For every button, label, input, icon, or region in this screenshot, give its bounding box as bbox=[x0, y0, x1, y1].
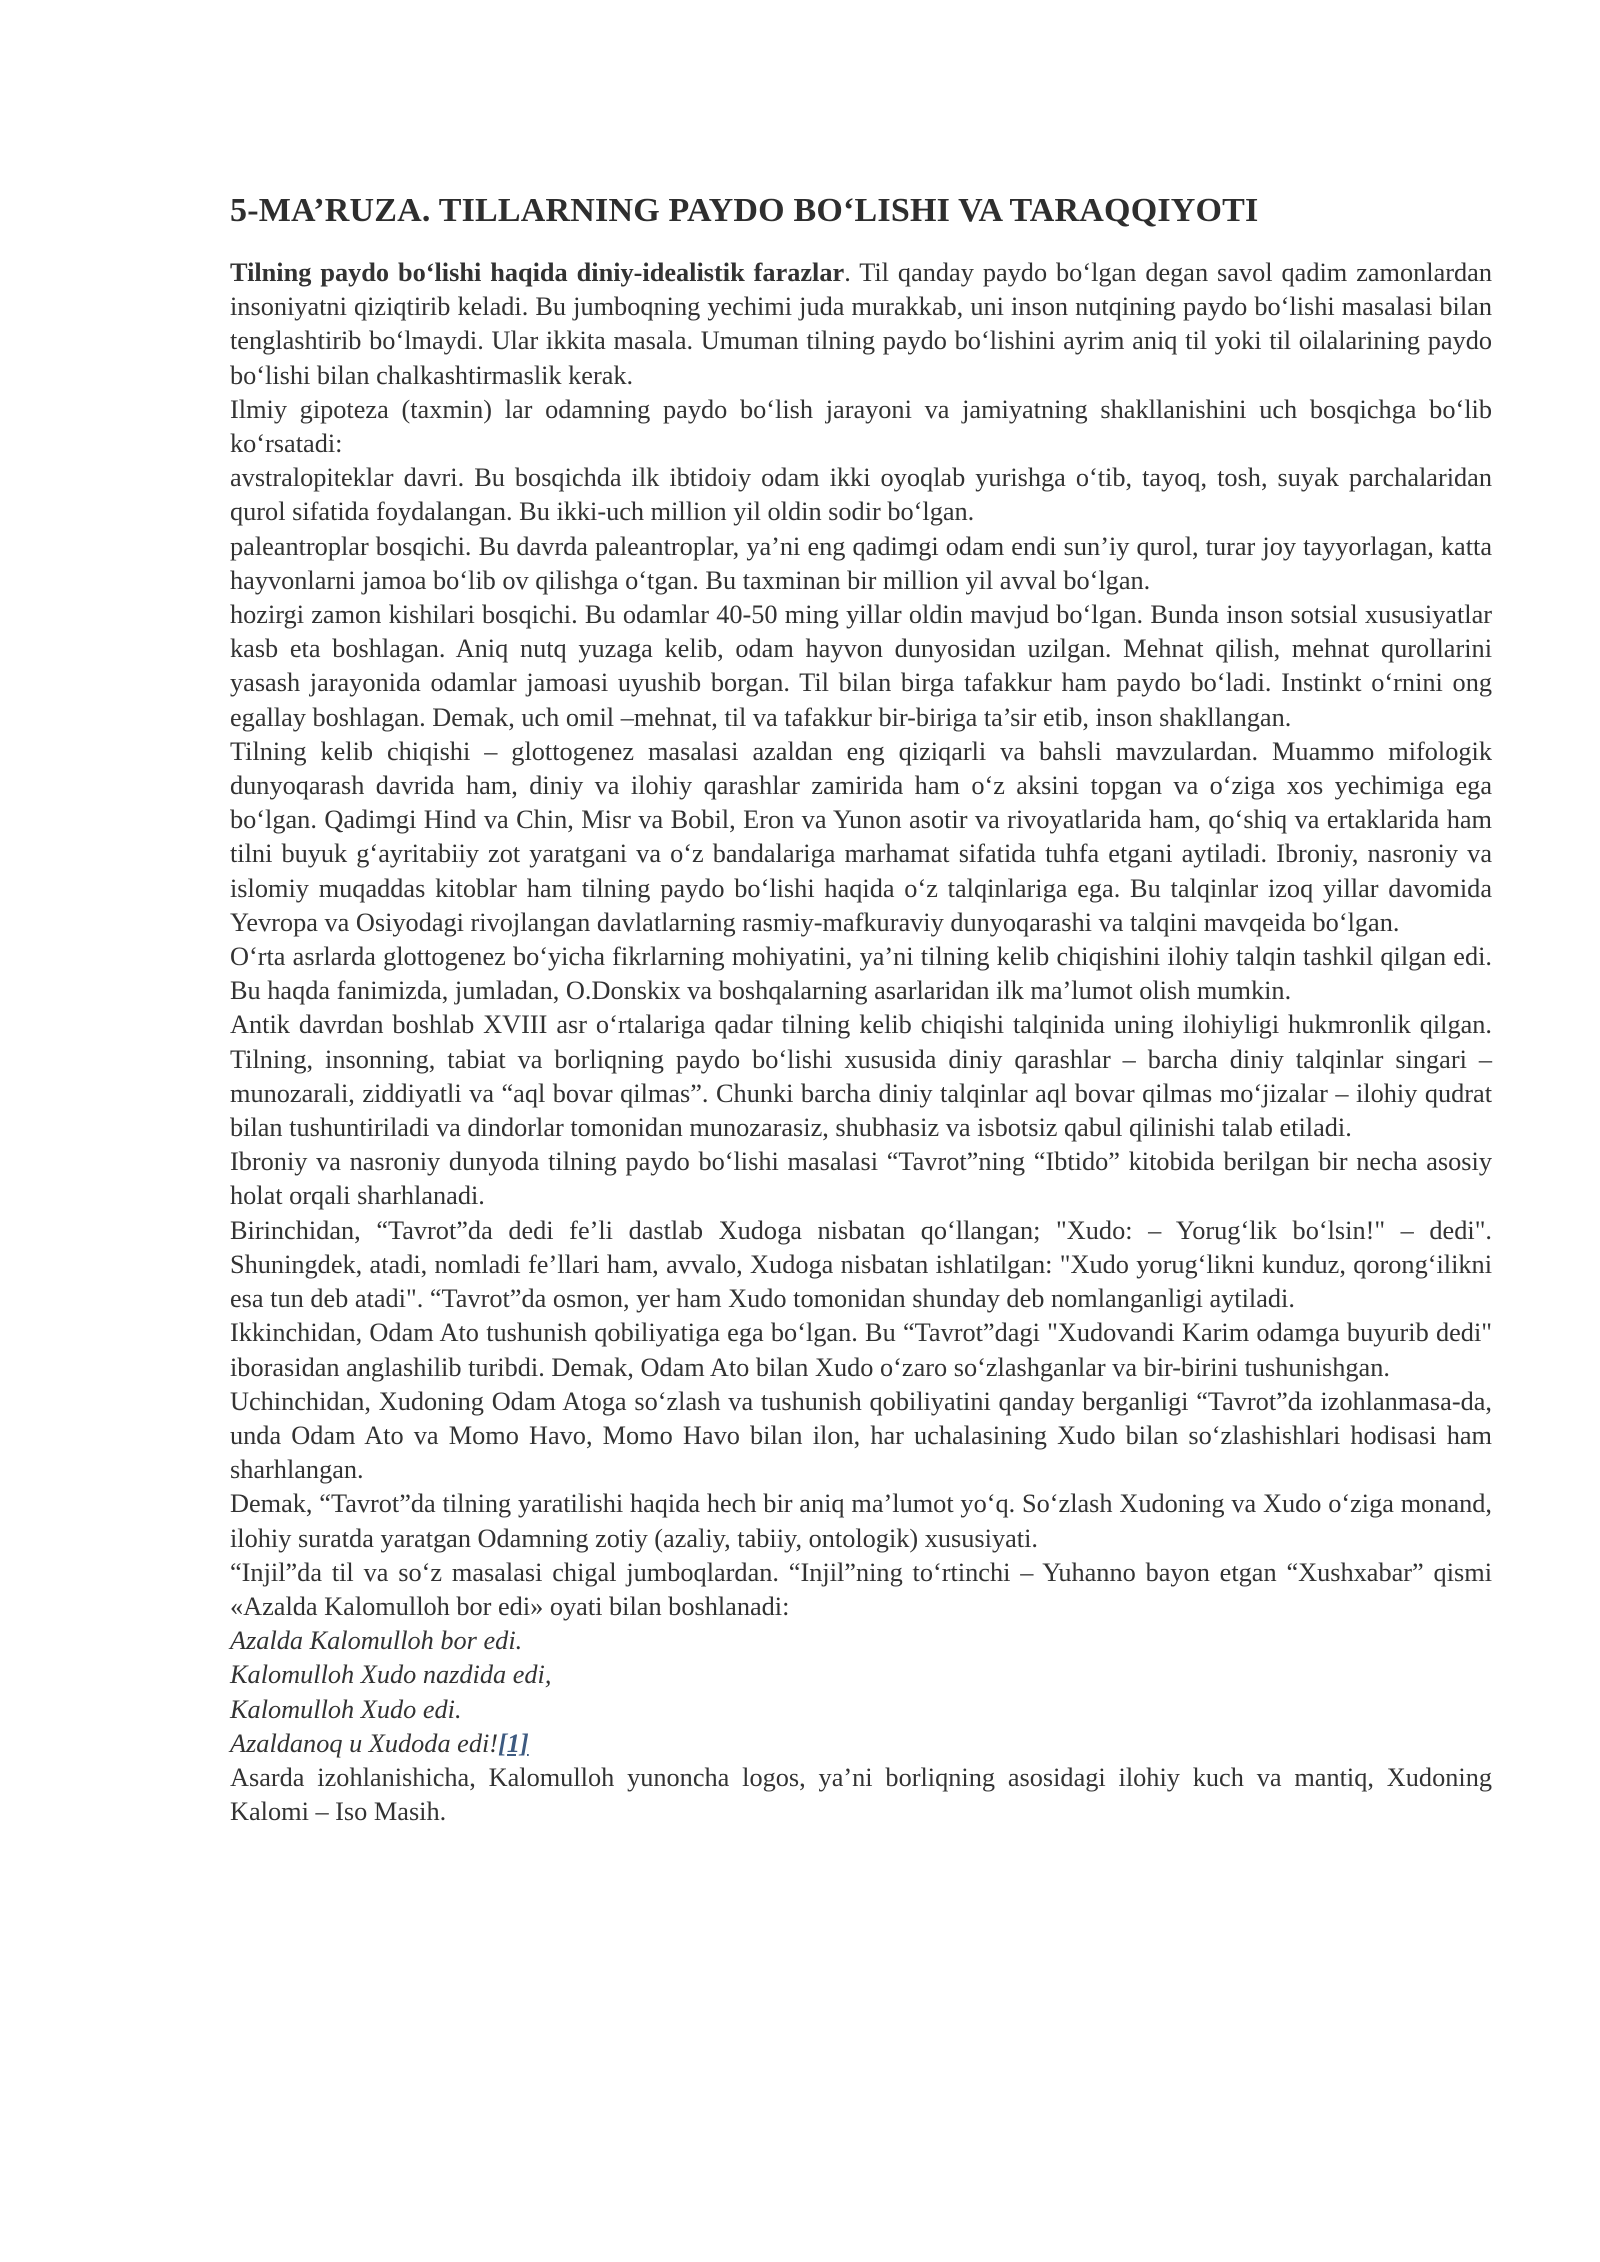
page-title: 5-MA’RUZA. TILLARNING PAYDO BO‘LISHI VA TARAQQIYOTI bbox=[230, 192, 1259, 229]
paragraph: Antik davrdan boshlab XVIII asr o‘rtalariga qadar tilning kelib chiqishi talqinida uning ilohiyligi hukmronlik qilgan. Tilning, insonning, tabiat va borliqning paydo bo‘lishi xususida diniy qarashlar – barcha diniy talqinlar singari – munozarali, ziddiyatli va “aql bovar qilmas”. Chunki barcha diniy talqinlar aql bovar qilmas mo‘jizalar – ilohiy qudrat bilan tushuntiriladi va dindorlar tomonidan munozarasiz, shubhasiz va isbotsiz qabul qilinishi talab etiladi. bbox=[230, 1010, 1492, 1143]
intro-paragraph bbox=[230, 256, 1492, 393]
document-page bbox=[230, 190, 1492, 1829]
footnote-link[interactable]: [1] bbox=[498, 1728, 529, 1758]
verse-line-text: Azaldanoq u Xudoda edi! bbox=[230, 1728, 499, 1758]
intro-lead: Tilning paydo bo‘lishi haqida diniy-idealistik farazlar bbox=[230, 258, 845, 287]
closing-paragraph: Asarda izohlanishicha, Kalomulloh yunoncha logos, ya’ni borliqning asosidagi ilohiy kuch va mantiq, Xudoning Kalomi – Iso Masih. bbox=[230, 1762, 1492, 1827]
verse-line: Kalomulloh Xudo edi. bbox=[230, 1694, 462, 1724]
paragraph: hozirgi zamon kishilari bosqichi. Bu odamlar 40-50 ming yillar oldin mavjud bo‘lgan. Bunda inson sotsial xususiyatlar kasb eta boshlagan. Aniq nutq yuzaga kelib, odam hayvon dunyosidan uzilgan. Mehnat qilish, mehnat qurollarini yasash jarayonida odamlar jamoasi uyushib borgan. Til bilan birga tafakkur ham paydo bo‘ladi. Instinkt o‘rnini ong egallay boshlagan. Demak, uch omil –mehnat, til va tafakkur bir-biriga ta’sir etib, inson shakllangan. bbox=[230, 600, 1492, 732]
paragraph: Uchinchidan, Xudoning Odam Atoga so‘zlash va tushunish qobiliyatini qanday berganligi “Tavrot”da izohlanmasa-da, unda Odam Ato va Momo Havo, Momo Havo bilan ilon, har uchalasining Xudo bilan so‘zlashishlari hodisasi ham sharhlangan. bbox=[230, 1386, 1492, 1485]
verse-line: Azalda Kalomulloh bor edi. bbox=[230, 1626, 523, 1656]
paragraph: O‘rta asrlarda glottogenez bo‘yicha fikrlarning mohiyatini, ya’ni tilning kelib chiqishini ilohiy talqin tashkil qilgan edi. Bu haqda fanimizda, jumladan, O.Donskix va boshqalarning asarlaridan ilk ma’lumot olish mumkin. bbox=[230, 942, 1492, 1006]
paragraph: avstralopiteklar davri. Bu bosqichda ilk ibtidoiy odam ikki oyoqlab yurishga o‘tib, tayoq, tosh, suyak parchalaridan qurol sifatida foydalangan. Bu ikki-uch million yil oldin sodir bo‘lgan. bbox=[230, 463, 1492, 527]
paragraph: Ilmiy gipoteza (taxmin) lar odamning paydo bo‘lish jarayoni va jamiyatning shakllanishini uch bosqichga bo‘lib ko‘rsatadi: bbox=[230, 394, 1492, 459]
paragraph: paleantroplar bosqichi. Bu davrda paleantroplar, ya’ni eng qadimgi odam endi sun’iy qurol, turar joy tayyorlagan, katta hayvonlarni jamoa bo‘lib ov qilishga o‘tgan. Bu taxminan bir million yil avval bo‘lgan. bbox=[230, 531, 1492, 595]
paragraph: Birinchidan, “Tavrot”da dedi fe’li dastlab Xudoga nisbatan qo‘llangan; "Xudo: – Yorug‘lik bo‘lsin!" – dedi". Shuningdek, atadi, nomladi fe’llari ham, avvalo, Xudoga nisbatan ishlatilgan: "Xudo yorug‘likni kunduz, qorong‘ilikni esa tun deb atadi". “Tavrot”da osmon, yer ham Xudo tomonidan shunday deb nomlanganligi aytiladi. bbox=[230, 1215, 1492, 1314]
intro-text: . Til qanday paydo bo‘lgan degan savol qadim zamonlardan insoniyatni qiziqtirib keladi. Bu jumboqning yechimi juda murakkab, uni inson nutqining paydo bo‘lishi masalasi bilan tenglashtirib bo‘lmaydi. Ular ikkita masala. Umuman tilning paydo bo‘lishini ayrim aniq til yoki til oilalarining paydo bo‘lishi bilan chalkashtirmaslik kerak. bbox=[230, 258, 1492, 390]
paragraph: “Injil”da til va so‘z masalasi chigal jumboqlardan. “Injil”ning to‘rtinchi – Yuhanno bayon etgan “Xushxabar” qismi «Azalda Kalomulloh bor edi» oyati bilan boshlanadi: bbox=[230, 1557, 1492, 1621]
paragraph: Tilning kelib chiqishi – glottogenez masalasi azaldan eng qiziqarli va bahsli mavzulardan. Muammo mifologik dunyoqarash davrida ham, diniy va ilohiy qarashlar zamirida ham o‘z aksini topgan va o‘ziga xos yechimiga ega bo‘lgan. Qadimgi Hind va Chin, Misr va Bobil, Eron va Yunon asotir va rivoyatlarida ham, qo‘shiq va ertaklarida ham tilni buyuk g‘ayritabiiy zot yaratgani va o‘z bandalariga marhamat sifatida tuhfa etgani aytiladi. Ibroniy, nasroniy va islomiy muqaddas kitoblar ham tilning paydo bo‘lishi haqida o‘z talqinlariga ega. Bu talqinlar izoq yillar davomida Yevropa va Osiyodagi rivojlangan davlatlarning rasmiy-mafkuraviy dunyoqarashi va talqini mavqeida bo‘lgan. bbox=[230, 736, 1492, 937]
verse-line-last bbox=[230, 1727, 1492, 1761]
paragraph: Demak, “Tavrot”da tilning yaratilishi haqida hech bir aniq ma’lumot yo‘q. So‘zlash Xudoning va Xudo o‘ziga monand, ilohiy suratda yaratgan Odamning zotiy (azaliy, tabiiy, ontologik) xususiyati. bbox=[230, 1489, 1492, 1553]
paragraph: Ikkinchidan, Odam Ato tushunish qobiliyatiga ega bo‘lgan. Bu “Tavrot”dagi "Xudovandi Karim odamga buyurib dedi" iborasidan anglashilib turibdi. Demak, Odam Ato bilan Xudo o‘zaro so‘zlashganlar va bir-birini tushunishgan. bbox=[230, 1318, 1492, 1382]
paragraph: Ibroniy va nasroniy dunyoda tilning paydo bo‘lishi masalasi “Tavrot”ning “Ibtido” kitobida berilgan bir necha asosiy holat orqali sharhlanadi. bbox=[230, 1147, 1492, 1211]
verse-line: Kalomulloh Xudo nazdida edi, bbox=[230, 1660, 552, 1690]
